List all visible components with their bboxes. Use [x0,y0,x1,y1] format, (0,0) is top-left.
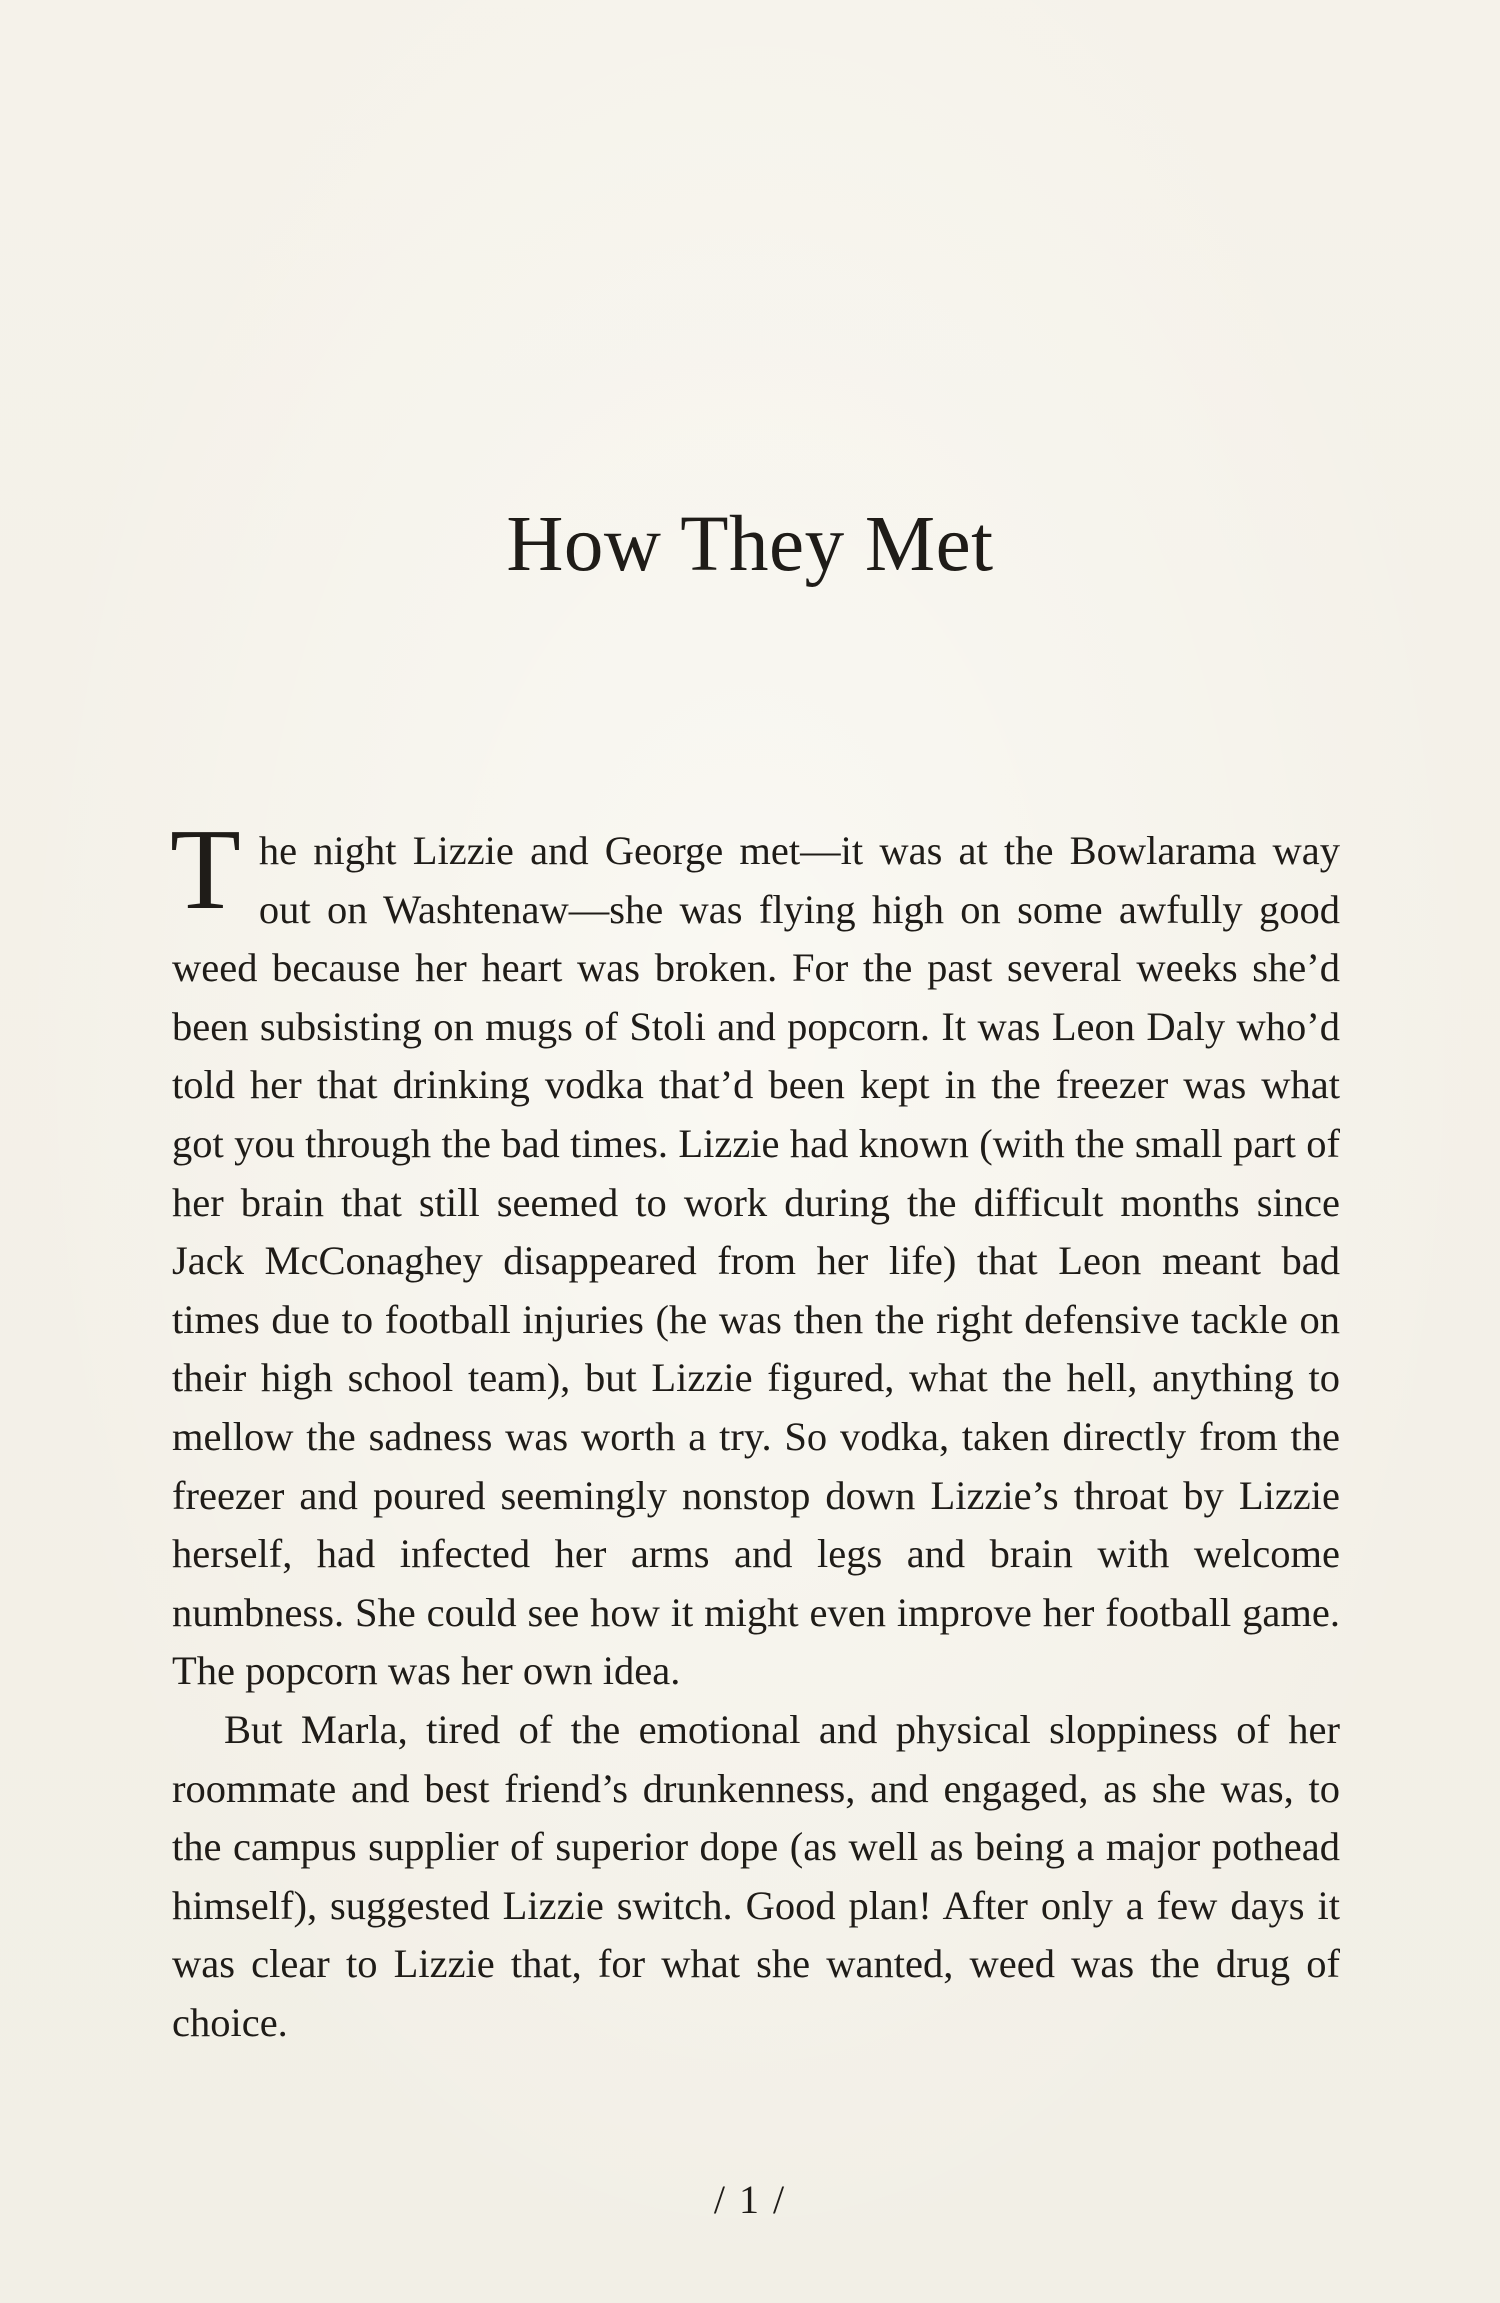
chapter-title: How They Met [506,501,994,588]
drop-cap: T [170,806,241,934]
paragraph-2: But Marla, tired of the emotional and physical sloppiness of her roommate and best friend’s drunkenness, and engaged, as she was, to the campus supplier of superior dope (as well as being a major pothead himself), suggested Lizzie switch. Good plan! After only a few days it was clear to Lizzie that, for what she wanted, weed was the drug of choice. [172,1706,1340,2045]
paragraph-1 [170,806,1340,1701]
paragraph-1-text: he night Lizzie and George met—it was at the Bowlarama way out on Washtenaw—she was flying high on some awfully good weed because her heart was broken. For the past several weeks she’d been subsisting on mugs of Stoli and popcorn. It was Leon Daly who’d told her that drinking vodka that’d been kept in the freezer was what got you through the bad times. Lizzie had known (with the small part of her brain that still seemed to work during the difficult months since Jack McConaghey disappeared from her life) that Leon meant bad times due to football injuries (he was then the right defensive tackle on their high school team), but Lizzie figured, what the hell, anything to mellow the sadness was worth a try. So vodka, taken directly from the freezer and poured seemingly nonstop down Lizzie’s throat by Lizzie herself, had infected her arms and legs and brain with welcome numbness. She could see how it might even improve her football game. The popcorn was her own idea. [172,828,1340,1694]
chapter-body [170,806,1340,2052]
page-number: / 1 / [713,2177,787,2222]
